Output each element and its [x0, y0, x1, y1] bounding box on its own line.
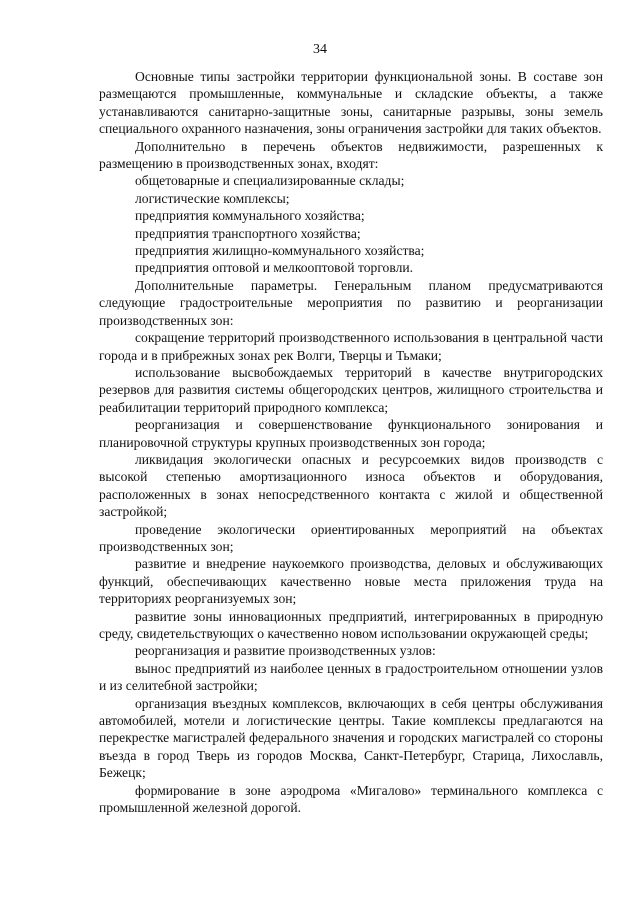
list-item-entry-complexes: организация въездных комплексов, включающих в себя центры обслуживания автомобилей, мотели и логистические центры. Такие комплексы предлагаются на перекрестке магистралей федерального значения и городских магистралей со стороны въезда в город Тверь из городов Москва, Санкт-Петербург, Старица, Лихославль, Бежецк;: [99, 695, 603, 781]
paragraph-zone-types: Основные типы застройки территории функциональной зоны. В составе зон размещаются промышленные, коммунальные и складские объекты, а также устанавливаются санитарно-защитные зоны, санитарные разрывы, зоны земель специального охранного назначения, зоны ограничения застройки для таких объектов.: [99, 69, 603, 137]
list-item-trade: предприятия оптовой и мелкооптовой торговли.: [135, 260, 414, 276]
list-item-aerodrome: формирование в зоне аэродрома «Мигалово» терминального комплекса с промышленной железной дорогой.: [99, 782, 603, 816]
paragraph-additional-parameters: Дополнительные параметры. Генеральным планом предусматриваются следующие градостроительные мероприятия по развитию и реорганизации производственных зон:: [99, 277, 603, 328]
list-item-relocation: вынос предприятий из наиболее ценных в градостроительном отношении узлов и из селитебной застройки;: [99, 660, 603, 694]
page-number: 34: [313, 42, 327, 57]
list-item-logistics: логистические комплексы;: [135, 190, 290, 206]
list-item-warehouses: общетоварные и специализированные склады;: [135, 173, 405, 189]
list-item-reuse: использование высвобождаемых территорий в качестве внутригородских резервов для развития системы общегородских центров, жилищного строительства и реабилитации территорий природного комплекса;: [99, 364, 603, 415]
list-item-innovation: развитие зоны инновационных предприятий, интегрированных в природную среду, свидетельствующих о качественно новом использовании окружающей среды;: [99, 608, 603, 641]
list-item-science: развитие и внедрение наукоемкого производства, деловых и обслуживающих функций, обеспечивающих качественно новые места приложения труда на территориях реорганизуемых зон;: [99, 556, 603, 607]
list-item-reorganization: реорганизация и совершенствование функционального зонирования и планировочной структуры крупных производственных зон города;: [99, 417, 603, 450]
list-item-housing-communal: предприятия жилищно-коммунального хозяйства;: [135, 243, 425, 259]
list-item-transport: предприятия транспортного хозяйства;: [135, 225, 361, 241]
document-body: [99, 68, 603, 816]
list-item-nodes: реорганизация и развитие производственных узлов:: [135, 643, 436, 659]
list-item-reduction: сокращение территорий производственного использования в центральной части города и в прибрежных зонах рек Волги, Тверцы и Тьмаки;: [99, 330, 603, 363]
list-item-ecological: проведение экологически ориентированных мероприятий на объектах производственных зон;: [99, 521, 603, 554]
list-item-communal: предприятия коммунального хозяйства;: [135, 208, 365, 224]
list-item-liquidation: ликвидация экологически опасных и ресурсоемких видов производств с высокой степенью амортизационного износа объектов и оборудования, расположенных в зонах непосредственного контакта с жилой и общественной застройкой;: [99, 451, 603, 520]
paragraph-additional-objects: Дополнительно в перечень объектов недвижимости, разрешенных к размещению в производственных зонах, входят:: [99, 138, 603, 172]
